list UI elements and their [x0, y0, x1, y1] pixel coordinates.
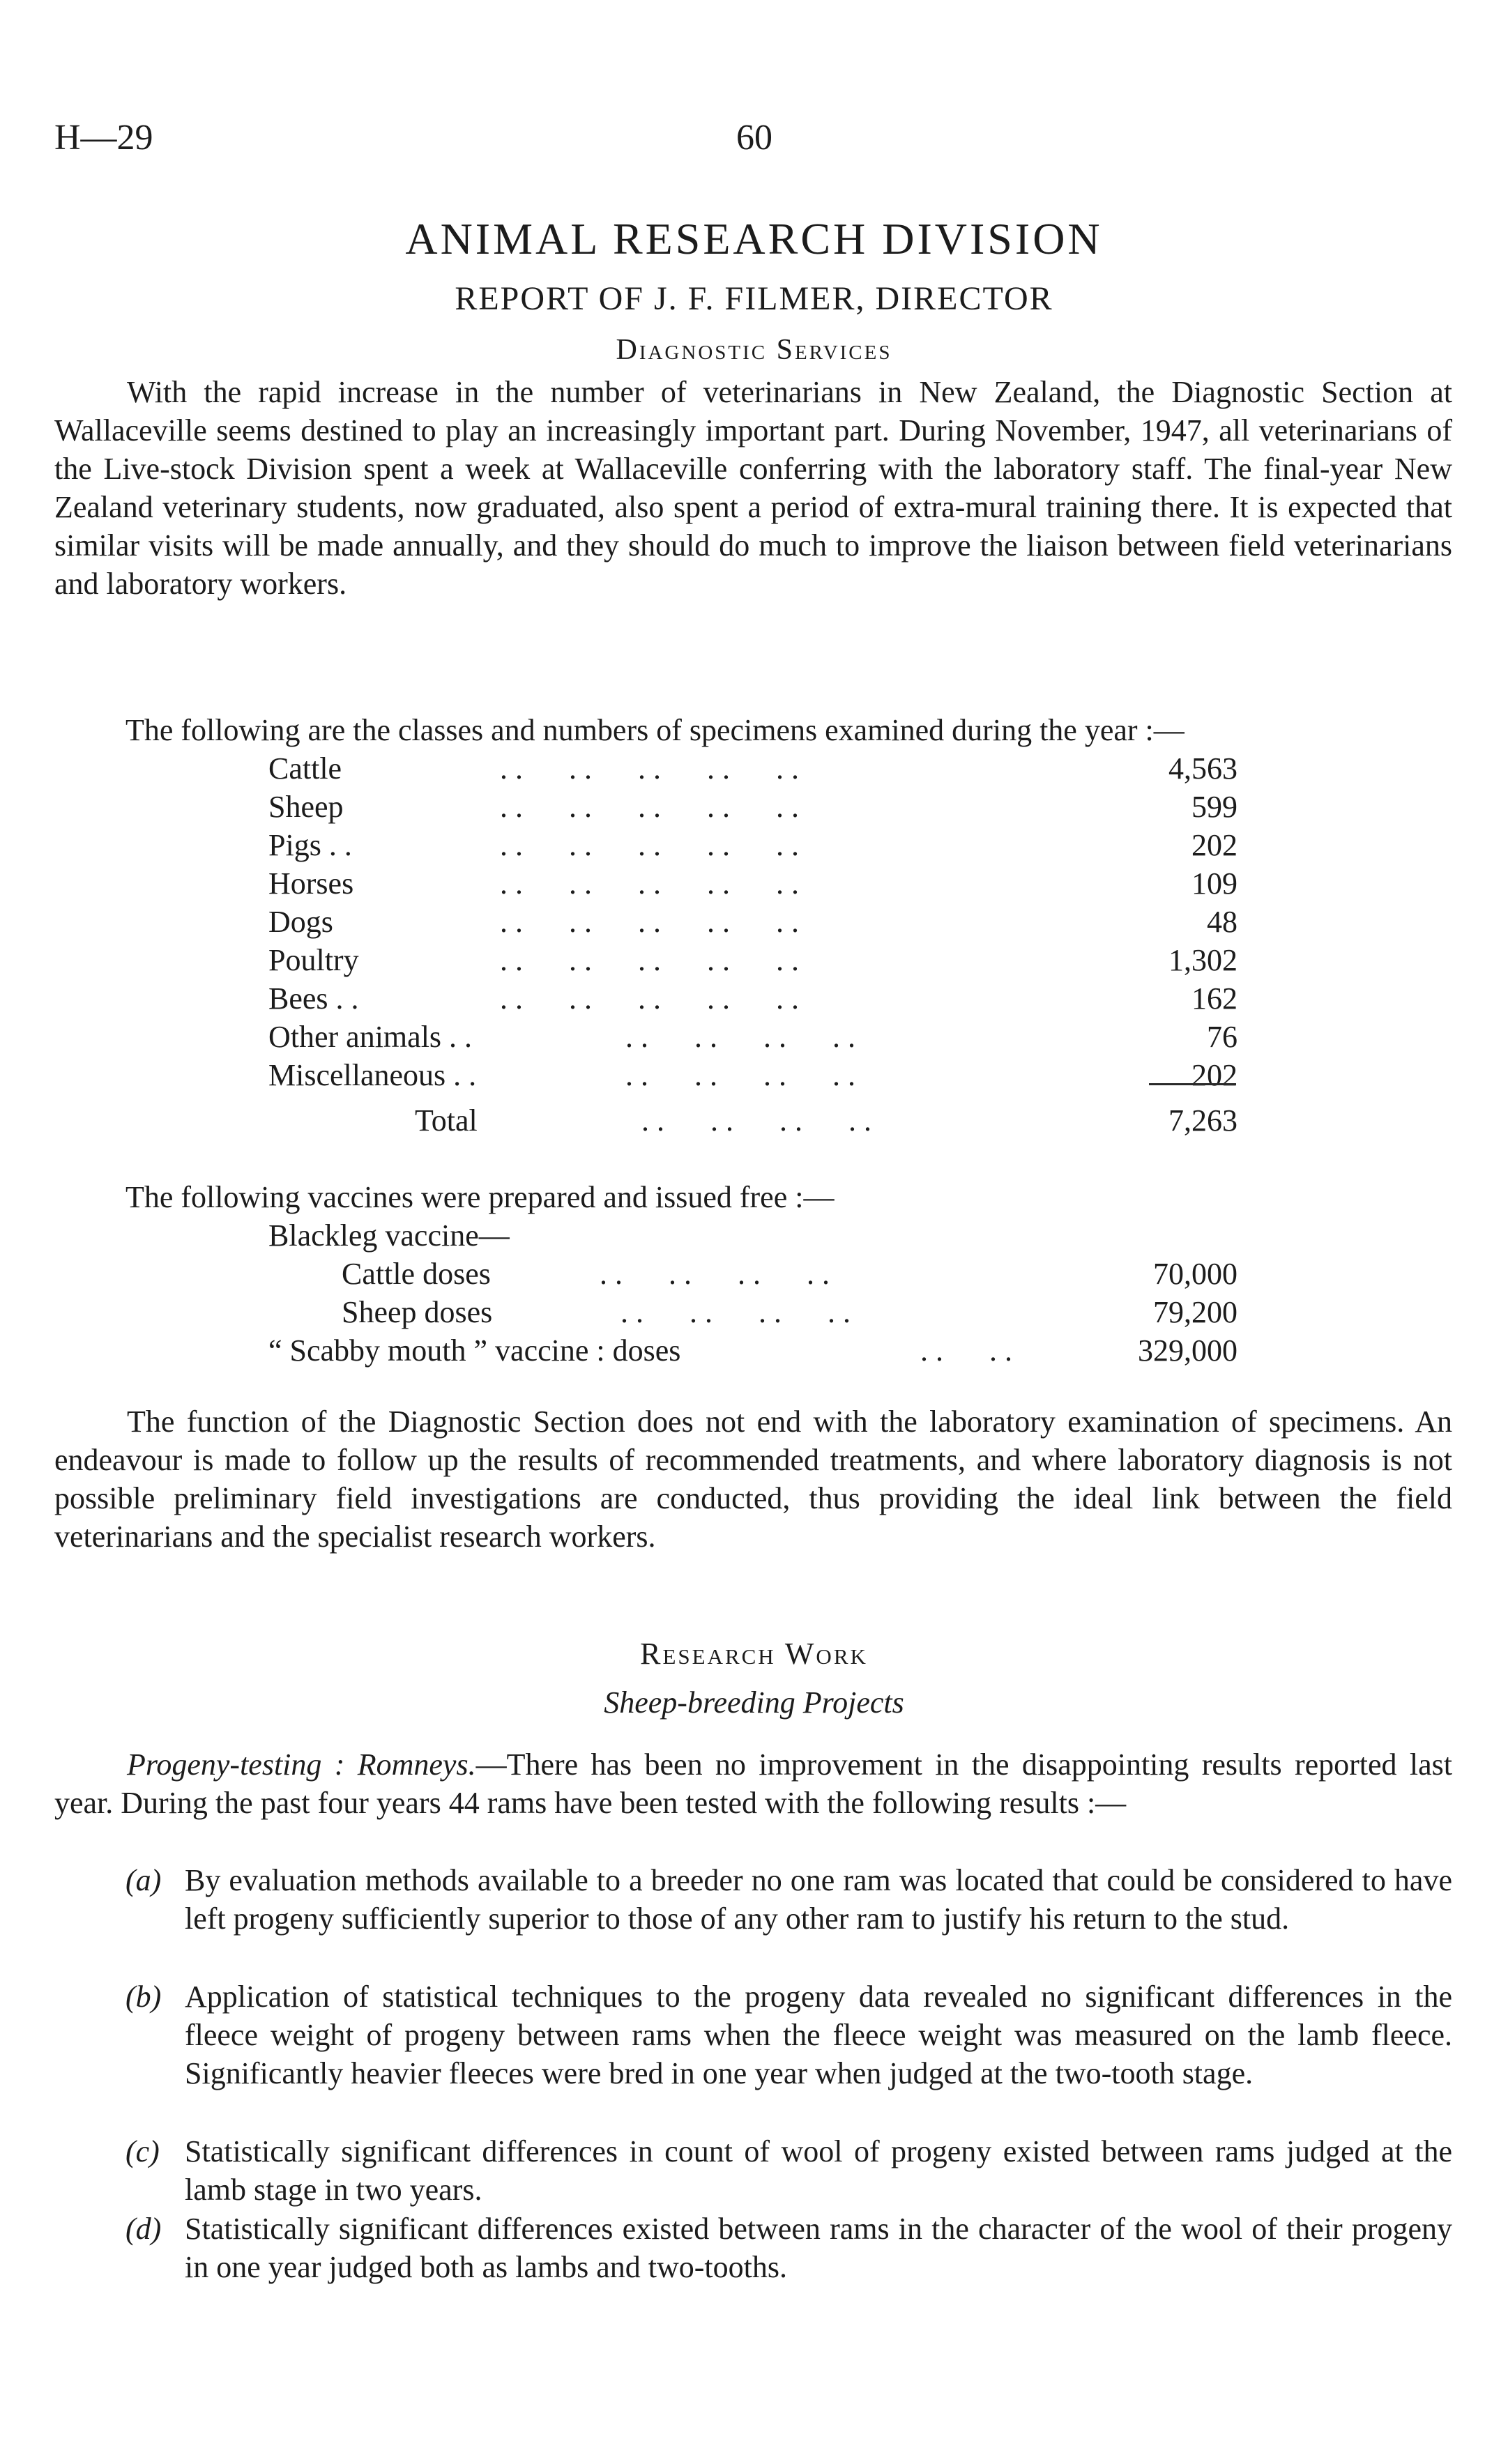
total-rule: [1149, 1083, 1236, 1085]
vaccine-row: [342, 1293, 1237, 1331]
page-header-left: H—29: [54, 118, 153, 158]
progeny-testing-lead: Progeny-testing :: [127, 1747, 345, 1782]
specimen-count: 1,302: [1168, 943, 1237, 977]
vaccine-doses: 329,000: [1138, 1333, 1237, 1368]
leader-dots: . . . . . . . . . .: [485, 790, 799, 824]
leader-dots: . . . . . . . .: [610, 1020, 855, 1054]
leader-dots: . . . . . . . . . .: [485, 828, 799, 862]
leader-dots: . . . .: [920, 1333, 1012, 1368]
specimen-row: [268, 788, 1237, 826]
leader-dots: . . . . . . . .: [620, 1295, 851, 1329]
leader-dots: . . . . . . . . . .: [485, 905, 799, 939]
specimen-label: Bees . .: [268, 981, 359, 1016]
vaccines-intro: The following vaccines were prepared and issued free :—: [125, 1180, 835, 1214]
specimen-row: [268, 864, 1237, 903]
section-heading-research: Research Work: [640, 1637, 868, 1671]
leader-dots: . . . . . . . . . .: [485, 751, 799, 786]
paragraph-diagnostic-function: The function of the Diagnostic Section does not end with the laboratory examination of specimens. An endeavour is made to follow up the results of recommended treatments, and where laboratory diagnosis is not possible preliminary field investigations are conducted, thus providing the ideal link between the field veterinarians and the specialist research workers.: [54, 1405, 1452, 1554]
list-marker: (c): [125, 2134, 160, 2168]
leader-dots: . . . . . . . .: [610, 1058, 855, 1092]
list-item: [125, 1861, 1452, 1938]
section-heading-sheep-breeding: Sheep-breeding Projects: [604, 1685, 904, 1720]
specimen-count: 599: [1191, 790, 1237, 824]
report-subtitle: REPORT OF J. F. FILMER, DIRECTOR: [455, 280, 1053, 317]
specimen-label: Other animals . .: [268, 1020, 473, 1054]
specimen-label: Miscellaneous . .: [268, 1058, 477, 1092]
vaccine-doses: 79,200: [1153, 1295, 1237, 1329]
leader-dots: . . . . . . . . . .: [485, 866, 799, 901]
specimen-count: 109: [1191, 866, 1237, 901]
specimen-row: [268, 979, 1237, 1018]
list-item-text: By evaluation methods available to a breeder no one ram was located that could be considered to have left progeny sufficiently superior to those of any other ram to justify his return to the stud.: [185, 1863, 1452, 1936]
vaccine-label: “ Scabby mouth ” vaccine : doses: [268, 1333, 681, 1368]
specimen-label: Cattle: [268, 751, 342, 786]
specimen-count: 4,563: [1168, 751, 1237, 786]
vaccine-label: Cattle doses: [342, 1257, 491, 1291]
list-marker: (b): [125, 1980, 162, 2014]
specimens-intro: The following are the classes and numbers of specimens examined during the year :—: [125, 713, 1185, 747]
vaccine-doses: 70,000: [1153, 1257, 1237, 1291]
progeny-testing-text: —There has been no improvement in the disappointing results reported last year. During the past four years 44 rams have been tested with the following results :—: [54, 1747, 1452, 1820]
blackleg-vaccine-label: Blackleg vaccine—: [268, 1218, 510, 1253]
leader-dots: . . . . . . . . . .: [485, 981, 799, 1016]
vaccine-row: [268, 1331, 1237, 1370]
list-item-text: Statistically significant differences existed between rams in the character of the wool of their progeny in one year judged both as lambs and two-tooths.: [185, 2212, 1452, 2284]
total-label: Total: [415, 1103, 478, 1138]
romneys-lead: Romneys.: [357, 1747, 476, 1782]
paragraph-progeny-testing: [54, 1745, 1452, 1822]
specimen-row: [268, 941, 1237, 979]
leader-dots: . . . . . . . .: [641, 1103, 871, 1138]
list-item: [125, 2210, 1452, 2286]
specimen-row: [268, 903, 1237, 941]
specimen-row: [268, 826, 1237, 864]
list-item: [125, 1977, 1452, 2092]
specimen-count: 76: [1207, 1020, 1237, 1054]
list-marker: (d): [125, 2212, 162, 2246]
specimen-label: Sheep: [268, 790, 344, 824]
specimen-count: 48: [1207, 905, 1237, 939]
total-count: 7,263: [1168, 1103, 1237, 1138]
page-title: ANIMAL RESEARCH DIVISION: [405, 214, 1103, 263]
page-number: 60: [736, 118, 772, 158]
specimen-label: Poultry: [268, 943, 359, 977]
specimen-count: 162: [1191, 981, 1237, 1016]
specimen-label: Pigs . .: [268, 828, 352, 862]
specimen-row: [268, 1056, 1237, 1094]
leader-dots: . . . . . . . .: [600, 1257, 830, 1291]
leader-dots: . . . . . . . . . .: [485, 943, 799, 977]
specimen-row: [268, 1018, 1237, 1056]
vaccine-row: [342, 1255, 1237, 1293]
list-item-text: Statistically significant differences in count of wool of progeny existed between rams judged at the lamb stage in two years.: [185, 2134, 1452, 2207]
specimen-total-row: [268, 1101, 1237, 1140]
specimen-count: 202: [1191, 828, 1237, 862]
vaccine-label: Sheep doses: [342, 1295, 493, 1329]
specimen-label: Horses: [268, 866, 354, 901]
specimen-count: 202: [1191, 1058, 1237, 1092]
list-item: [125, 2132, 1452, 2209]
specimen-label: Dogs: [268, 905, 333, 939]
paragraph-diagnostic-intro: With the rapid increase in the number of veterinarians in New Zealand, the Diagnostic Section at Wallaceville seems destined to play an increasingly important part. During November, 1947, all veterinarians of the Live-stock Division spent a week at Wallaceville conferring with the laboratory staff. The final-year New Zealand veterinary students, now graduated, also spent a period of extra-mural training there. It is expected that similar visits will be made annually, and they should do much to improve the liaison between field veterinarians and laboratory workers.: [54, 375, 1452, 601]
section-heading-diagnostic: Diagnostic Services: [616, 334, 892, 366]
specimen-row: [268, 749, 1237, 788]
list-marker: (a): [125, 1863, 162, 1897]
list-item-text: Application of statistical techniques to the progeny data revealed no significant differences in the fleece weight of progeny between rams when the fleece weight was measured on the lamb fleece. Significantly heavier fleeces were bred in one year when judged at the two-tooth stage.: [185, 1980, 1452, 2090]
